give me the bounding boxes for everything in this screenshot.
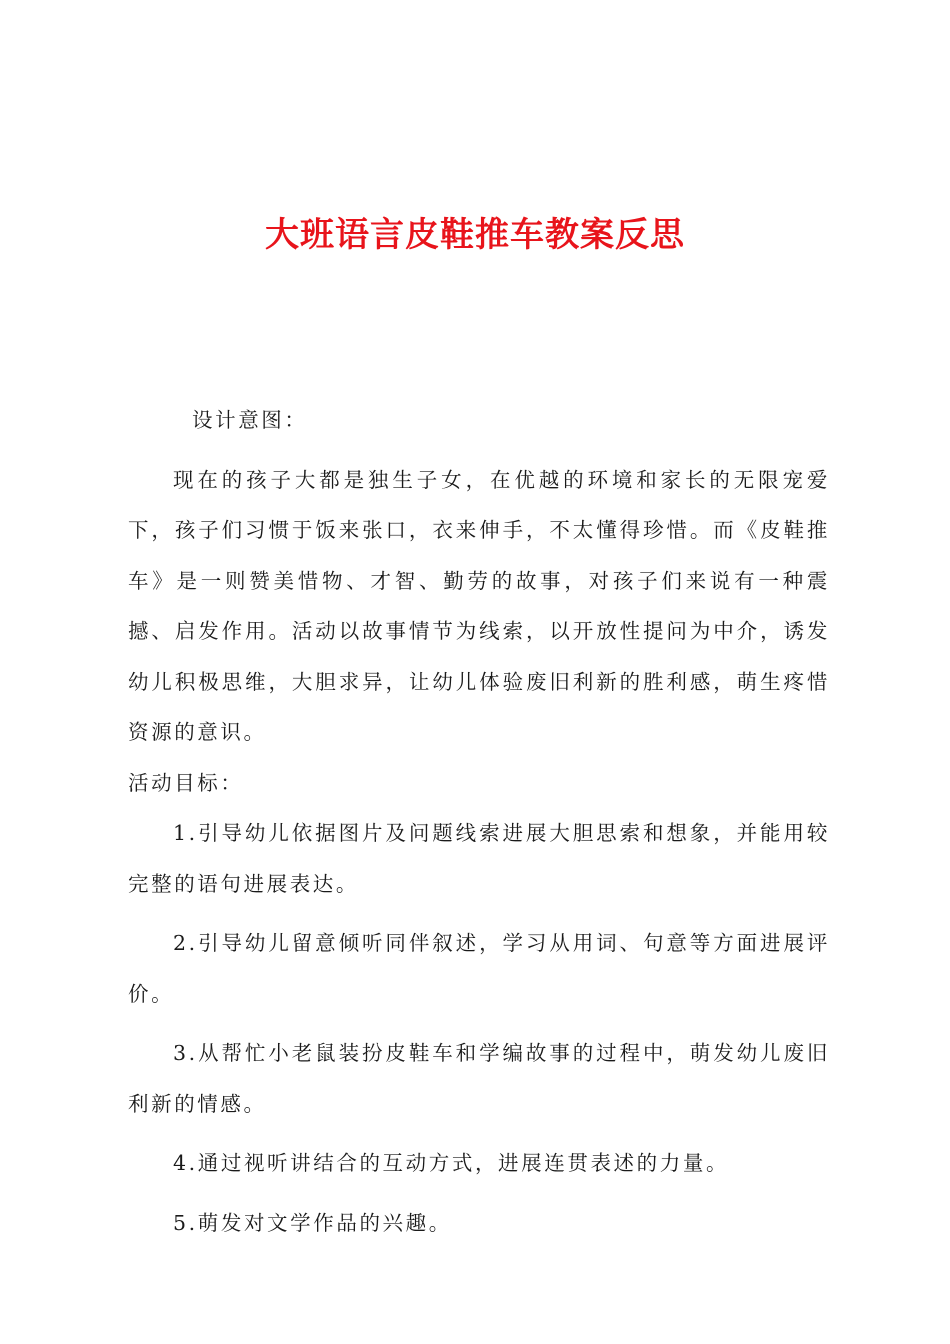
goal-item-4: 4.通过视听讲结合的互动方式，进展连贯表述的力量。 <box>173 1151 730 1175</box>
design-intent-heading: 设计意图： <box>192 408 308 432</box>
design-intent-paragraph: 现在的孩子大都是独生子女，在优越的环境和家长的无限宠爱下，孩子们习惯于饭来张口，衣来伸手，不太懂得珍惜。而《皮鞋推车》是一则赞美惜物、才智、勤劳的故事，对孩子们来说有一种震撼、启发作用。活动以故事情节为线索，以开放性提问为中介，诱发幼儿积极思维，大胆求异，让幼儿体验废旧利新的胜利感，萌生疼惜资源的意识。 <box>128 467 830 744</box>
goal-item-3: 3.从帮忙小老鼠装扮皮鞋车和学编故事的过程中，萌发幼儿废旧利新的情感。 <box>128 1041 830 1116</box>
goal-item-5: 5.萌发对文学作品的兴趣。 <box>173 1210 452 1235</box>
goal-item-1: 1.引导幼儿依据图片及问题线索进展大胆思索和想象，并能用较完整的语句进展表达。 <box>128 821 830 896</box>
document-body <box>128 395 830 1248</box>
document-title: 大班语言皮鞋推车教案反思 <box>265 215 685 255</box>
activity-goals-heading: 活动目标： <box>128 770 244 795</box>
goal-item-2: 2.引导幼儿留意倾听同伴叙述，学习从用词、句意等方面进展评价。 <box>128 931 830 1006</box>
